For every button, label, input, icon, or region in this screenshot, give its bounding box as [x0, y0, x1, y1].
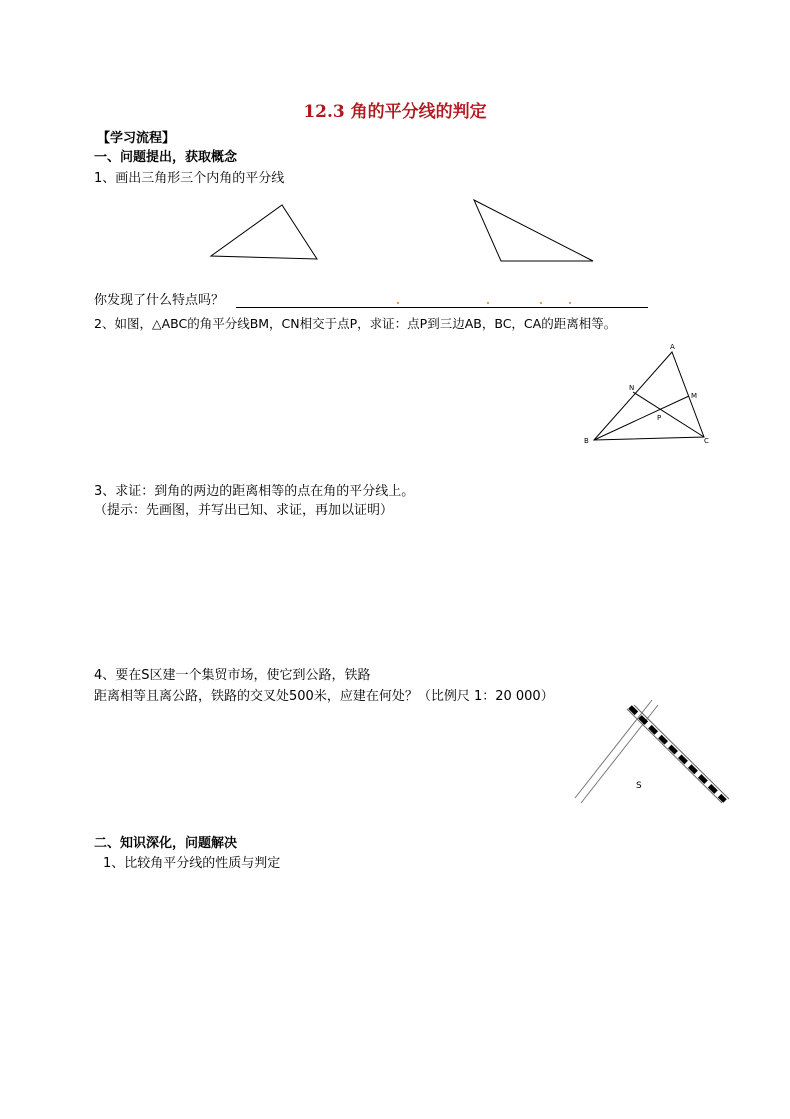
road-railway-figure: [575, 700, 729, 803]
label-n: N: [629, 384, 635, 392]
triangle-figure-2: [474, 200, 593, 261]
section2-heading: 二、知识深化，问题解决: [94, 836, 238, 851]
question-3-hint: （提示：先画图，并写出已知、求证，再加以证明）: [94, 503, 394, 518]
triangle-figure-1: [211, 205, 317, 259]
label-s: S: [636, 781, 642, 791]
section2-question-1: 1、比较角平分线的性质与判定: [103, 856, 281, 871]
section-label: 【学习流程】: [97, 131, 176, 146]
label-m: M: [691, 392, 698, 400]
question-4-line2: 距离相等且离公路，铁路的交叉处500米，应建在何处？（比例尺 1：20 000）: [94, 689, 554, 704]
section1-heading: 一、问题提出，获取概念: [94, 150, 238, 165]
question-3: 3、求证：到角的两边的距离相等的点在角的平分线上。: [94, 484, 415, 499]
railway-track: [630, 707, 725, 801]
label-a: A: [670, 343, 675, 351]
question-2: 2、如图，△ABC的角平分线BM，CN相交于点P，求证：点P到三边AB，BC，CA的距离相等。: [94, 316, 617, 331]
road-line: [581, 705, 658, 803]
question-4-line1: 4、要在S区建一个集贸市场，使它到公路，铁路: [94, 668, 371, 683]
label-c: C: [704, 437, 709, 445]
label-p: P: [657, 414, 662, 422]
page-title: 12.3 角的平分线的判定: [303, 102, 487, 122]
label-b: B: [584, 437, 589, 445]
question-1-follow: 你发现了什么特点吗？: [94, 293, 225, 308]
question-1: 1、画出三角形三个内角的平分线: [94, 171, 285, 186]
railway-edge: [634, 705, 729, 799]
triangle-abc-figure: [584, 343, 709, 445]
